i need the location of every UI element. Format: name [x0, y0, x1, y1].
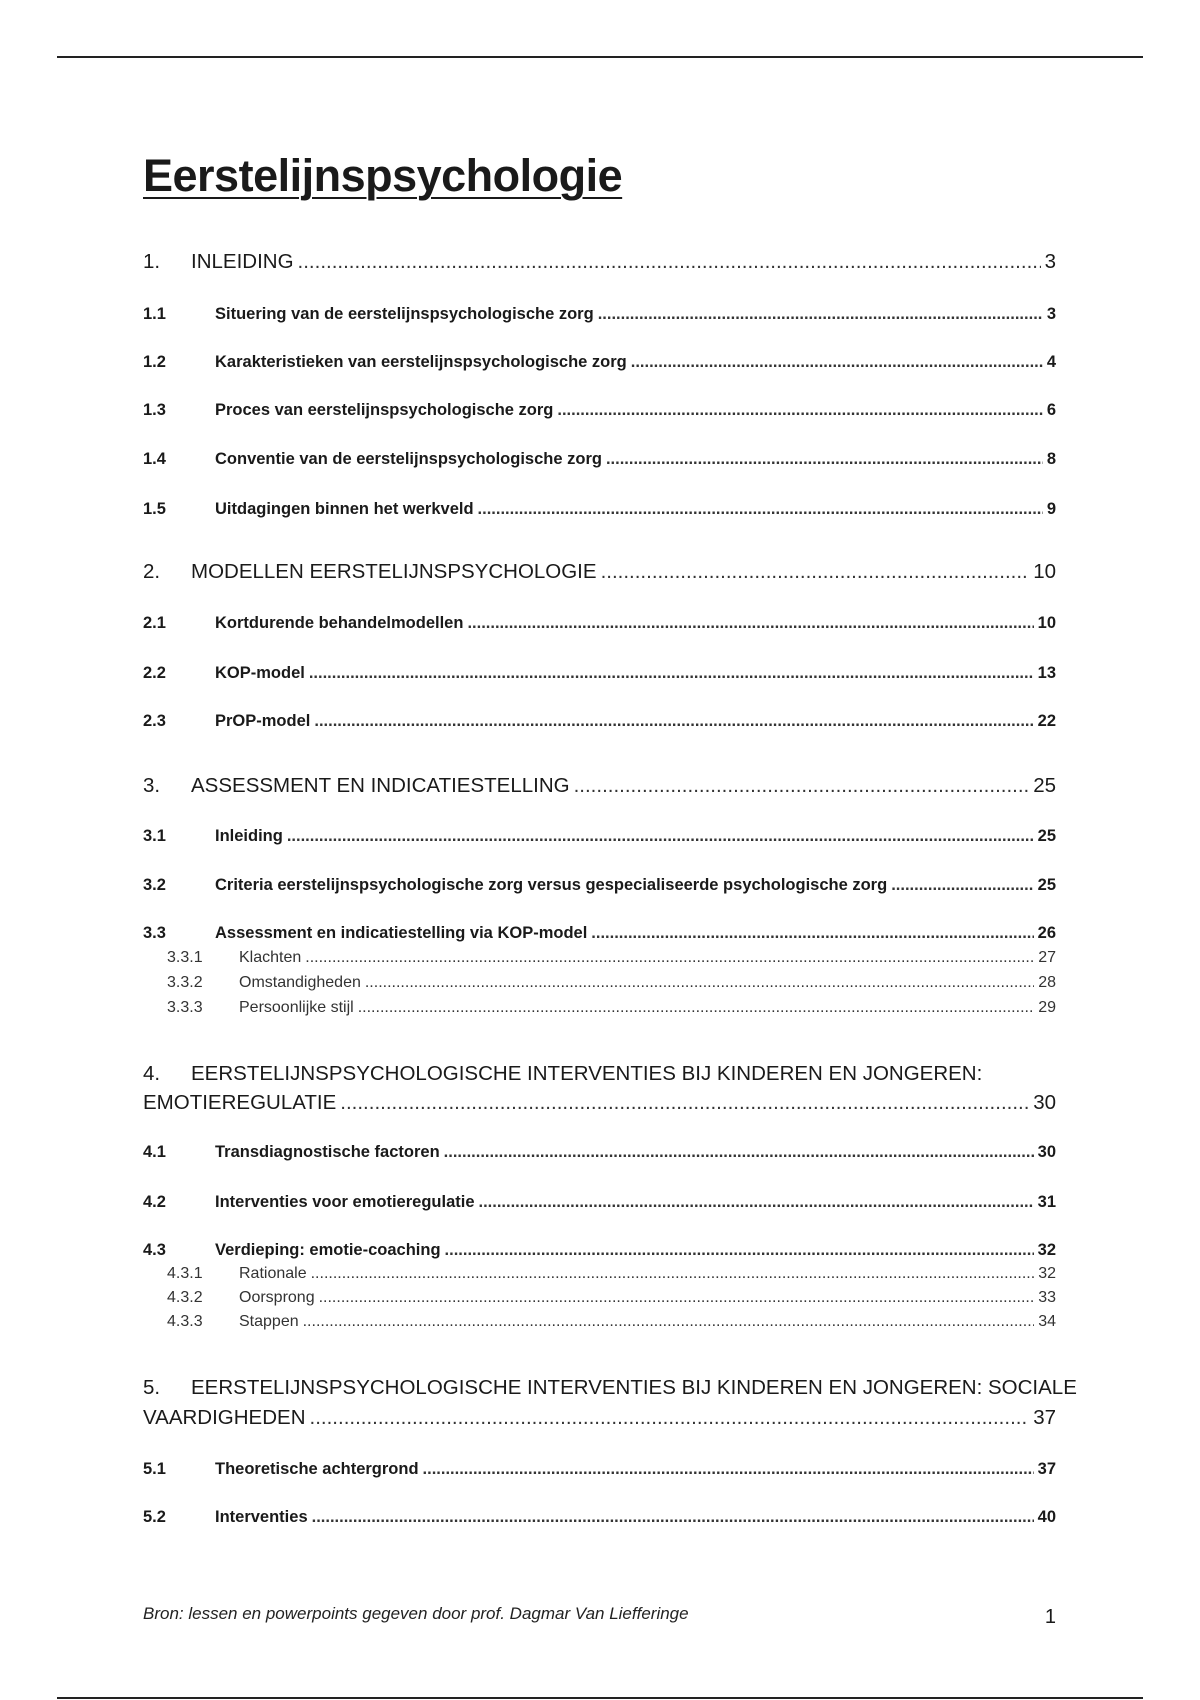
toc-number: 1.2 — [143, 353, 166, 371]
toc-leader — [467, 614, 1033, 633]
toc-label: PrOP-model — [215, 712, 311, 730]
toc-entry-1-4[interactable] — [143, 450, 1056, 469]
toc-label: Theoretische achtergrond — [215, 1460, 419, 1478]
toc-leader — [423, 1460, 1034, 1479]
toc-entry-2-2[interactable] — [143, 664, 1056, 683]
toc-number: 3.2 — [143, 876, 166, 894]
toc-number: 4.3.1 — [167, 1265, 203, 1282]
toc-number: 3.3.2 — [167, 974, 203, 991]
toc-entry-3-2[interactable] — [143, 876, 1056, 895]
toc-number: 4.3.3 — [167, 1313, 203, 1330]
toc-number: 3.3 — [143, 924, 166, 942]
toc-leader — [631, 353, 1043, 372]
toc-leader — [310, 1406, 1030, 1430]
toc-entry-2-3[interactable] — [143, 712, 1056, 731]
toc-leader — [287, 827, 1034, 846]
toc-page: 6 — [1046, 401, 1056, 419]
toc-page: 3 — [1046, 305, 1056, 323]
toc-page: 10 — [1037, 614, 1056, 632]
toc-label: Inleiding — [215, 827, 283, 845]
toc-page: 37 — [1037, 1460, 1056, 1478]
toc-leader — [312, 1508, 1034, 1527]
toc-number: 4.3 — [143, 1241, 166, 1259]
toc-leader — [340, 1091, 1029, 1115]
toc-leader — [601, 560, 1030, 584]
toc-number: 1.1 — [143, 305, 166, 323]
toc-entry-5-line1[interactable] — [143, 1376, 1077, 1400]
toc-number: 3. — [143, 774, 161, 797]
toc-entry-5[interactable] — [143, 1406, 1056, 1430]
toc-number: 5. — [143, 1376, 161, 1399]
toc-leader — [891, 876, 1033, 895]
toc-number: 5.1 — [143, 1460, 166, 1478]
toc-page: 34 — [1038, 1313, 1056, 1330]
toc-entry-3-1[interactable] — [143, 827, 1056, 846]
toc-number: 4.1 — [143, 1143, 166, 1161]
toc-label: Assessment en indicatiestelling via KOP-model — [215, 924, 588, 942]
toc-leader — [319, 1289, 1035, 1307]
toc-entry-4-3-2[interactable] — [167, 1289, 1056, 1307]
toc-page: 28 — [1038, 974, 1056, 991]
toc-label: INLEIDING — [191, 250, 294, 273]
toc-leader — [606, 450, 1043, 469]
toc-label: ASSESSMENT EN INDICATIESTELLING — [191, 774, 570, 797]
toc-label: VAARDIGHEDEN — [143, 1406, 306, 1429]
toc-label: Stappen — [239, 1313, 299, 1330]
toc-page: 32 — [1038, 1265, 1056, 1282]
toc-page: 13 — [1037, 664, 1056, 682]
toc-entry-4-line1[interactable] — [143, 1062, 1056, 1086]
toc-leader — [298, 250, 1041, 274]
toc-page: 37 — [1033, 1406, 1056, 1429]
toc-page: 25 — [1037, 876, 1056, 894]
toc-page: 25 — [1037, 827, 1056, 845]
page-number: 1 — [1044, 1606, 1056, 1628]
toc-entry-4-3-3[interactable] — [167, 1313, 1056, 1331]
toc-page: 9 — [1046, 500, 1056, 518]
toc-entry-3-3-3[interactable] — [167, 999, 1056, 1017]
toc-label: Omstandigheden — [239, 974, 361, 991]
document-title: Eerstelijnspsychologie — [143, 150, 623, 201]
toc-label: Rationale — [239, 1265, 307, 1282]
toc-label: EERSTELIJNSPSYCHOLOGISCHE INTERVENTIES BIJ KINDEREN EN JONGEREN: — [191, 1062, 983, 1085]
toc-page: 3 — [1044, 250, 1056, 273]
toc-entry-1-3[interactable] — [143, 401, 1056, 420]
toc-leader — [303, 1313, 1035, 1331]
toc-page: 26 — [1037, 924, 1056, 942]
toc-label: Oorsprong — [239, 1289, 315, 1306]
toc-entry-3[interactable] — [143, 774, 1056, 798]
toc-leader — [314, 712, 1033, 731]
toc-label: Verdieping: emotie-coaching — [215, 1241, 441, 1259]
toc-entry-4-3[interactable] — [143, 1241, 1056, 1260]
toc-number: 4. — [143, 1062, 161, 1085]
toc-number: 2.1 — [143, 614, 166, 632]
toc-entry-3-3-1[interactable] — [167, 949, 1056, 967]
toc-leader — [574, 774, 1030, 798]
toc-entry-1-5[interactable] — [143, 500, 1056, 519]
toc-page: 27 — [1038, 949, 1056, 966]
toc-label: Karakteristieken van eerstelijnspsychologische zorg — [215, 353, 627, 371]
toc-entry-5-1[interactable] — [143, 1460, 1056, 1479]
toc-entry-4-1[interactable] — [143, 1143, 1056, 1162]
header-rule — [57, 56, 1143, 58]
toc-page: 40 — [1037, 1508, 1056, 1526]
toc-label: Conventie van de eerstelijnspsychologische zorg — [215, 450, 602, 468]
toc-number: 2. — [143, 560, 161, 583]
toc-page: 30 — [1037, 1143, 1056, 1161]
toc-page: 32 — [1037, 1241, 1056, 1259]
toc-entry-2-1[interactable] — [143, 614, 1056, 633]
toc-label: EMOTIEREGULATIE — [143, 1091, 337, 1114]
toc-leader — [445, 1241, 1034, 1260]
toc-entry-3-3-2[interactable] — [167, 974, 1056, 992]
toc-number: 1. — [143, 250, 161, 273]
toc-leader — [311, 1265, 1035, 1283]
toc-label: Situering van de eerstelijnspsychologische zorg — [215, 305, 594, 323]
toc-number: 1.3 — [143, 401, 166, 419]
toc-leader — [557, 401, 1042, 420]
toc-page: 25 — [1033, 774, 1056, 797]
toc-number: 3.3.1 — [167, 949, 203, 966]
toc-label: EERSTELIJNSPSYCHOLOGISCHE INTERVENTIES BIJ KINDEREN EN JONGEREN: SOCIALE — [191, 1376, 1077, 1399]
toc-number: 4.2 — [143, 1193, 166, 1211]
toc-number: 4.3.2 — [167, 1289, 203, 1306]
toc-number: 1.4 — [143, 450, 166, 468]
toc-label: Transdiagnostische factoren — [215, 1143, 440, 1161]
toc-entry-1[interactable] — [143, 250, 1056, 274]
toc-entry-1-1[interactable] — [143, 305, 1056, 324]
toc-page: 22 — [1037, 712, 1056, 730]
toc-entry-4-3-1[interactable] — [167, 1265, 1056, 1283]
toc-entry-2[interactable] — [143, 560, 1056, 584]
toc-page: 8 — [1046, 450, 1056, 468]
toc-page: 33 — [1038, 1289, 1056, 1306]
toc-entry-3-3[interactable] — [143, 924, 1056, 943]
toc-page: 31 — [1037, 1193, 1056, 1211]
toc-leader — [365, 974, 1034, 992]
footer-rule — [57, 1697, 1143, 1699]
toc-label: Criteria eerstelijnspsychologische zorg versus gespecialiseerde psychologische zorg — [215, 876, 888, 894]
toc-number: 3.3.3 — [167, 999, 203, 1016]
toc-leader — [358, 999, 1034, 1017]
toc-entry-5-2[interactable] — [143, 1508, 1056, 1527]
toc-entry-4-2[interactable] — [143, 1193, 1056, 1212]
toc-number: 3.1 — [143, 827, 166, 845]
toc-label: MODELLEN EERSTELIJNSPSYCHOLOGIE — [191, 560, 597, 583]
toc-label: Uitdagingen binnen het werkveld — [215, 500, 474, 518]
toc-page: 4 — [1046, 353, 1056, 371]
toc-number: 2.3 — [143, 712, 166, 730]
toc-leader — [478, 500, 1043, 519]
toc-label: KOP-model — [215, 664, 305, 682]
toc-leader — [305, 949, 1034, 967]
toc-leader — [444, 1143, 1034, 1162]
toc-leader — [309, 664, 1034, 683]
toc-label: Persoonlijke stijl — [239, 999, 354, 1016]
toc-page: 10 — [1033, 560, 1056, 583]
toc-leader — [591, 924, 1033, 943]
toc-number: 5.2 — [143, 1508, 166, 1526]
toc-page: 29 — [1038, 999, 1056, 1016]
toc-label: Kortdurende behandelmodellen — [215, 614, 464, 632]
toc-number: 1.5 — [143, 500, 166, 518]
toc-entry-1-2[interactable] — [143, 353, 1056, 372]
toc-entry-4[interactable] — [143, 1091, 1056, 1115]
toc-label: Interventies — [215, 1508, 308, 1526]
toc-label: Proces van eerstelijnspsychologische zorg — [215, 401, 554, 419]
toc-label: Klachten — [239, 949, 302, 966]
toc-label: Interventies voor emotieregulatie — [215, 1193, 475, 1211]
toc-number: 2.2 — [143, 664, 166, 682]
footer-source: Bron: lessen en powerpoints gegeven door prof. Dagmar Van Liefferinge — [143, 1604, 689, 1623]
toc-page: 30 — [1033, 1091, 1056, 1114]
toc-leader — [479, 1193, 1034, 1212]
toc-leader — [598, 305, 1043, 324]
